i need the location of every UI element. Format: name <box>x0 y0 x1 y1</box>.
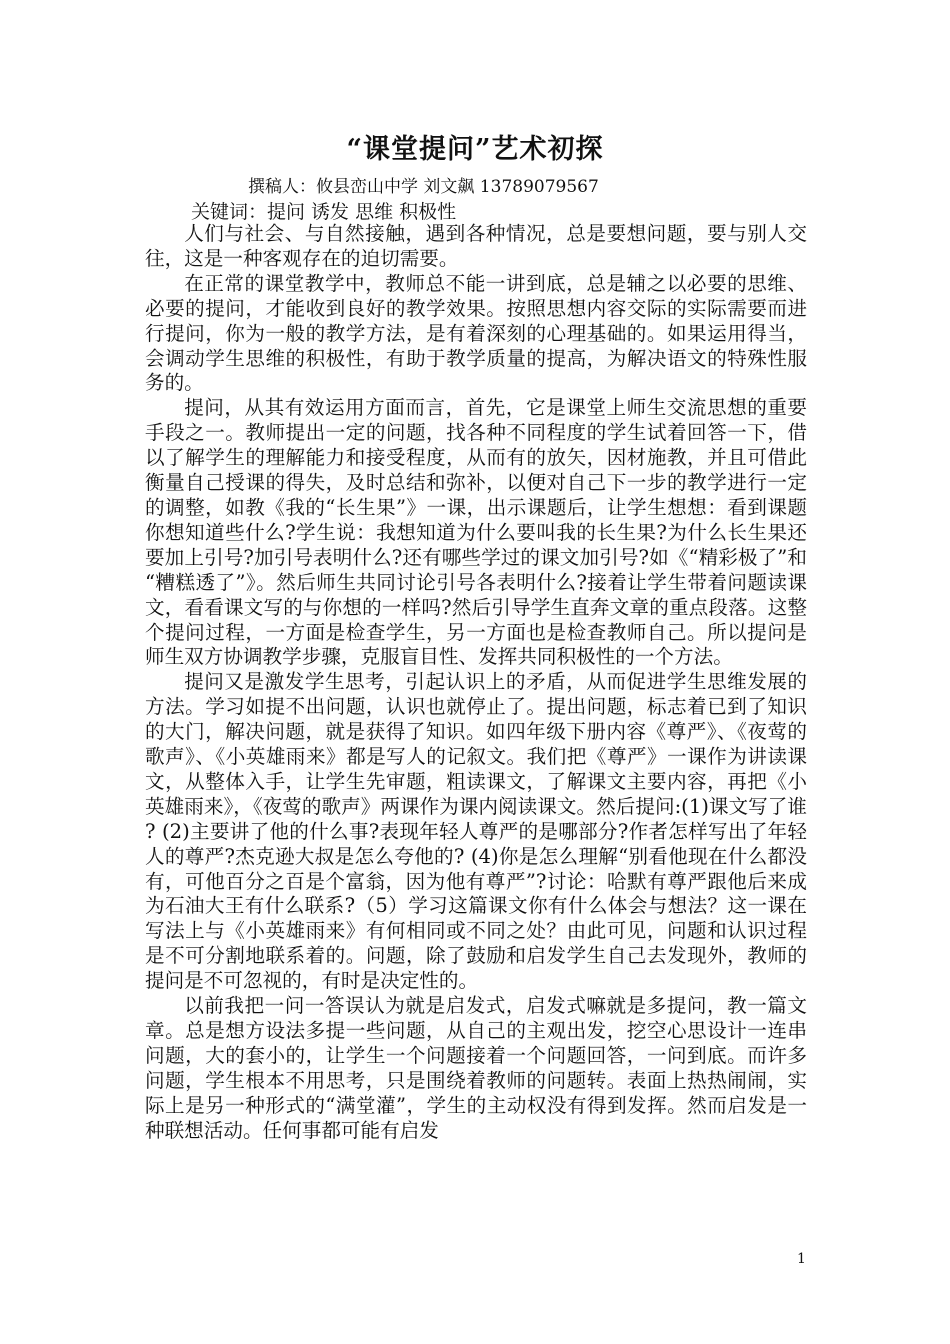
page-number: 1 <box>797 1251 806 1267</box>
document-title: “课堂提问”艺术初探 <box>346 134 604 165</box>
keywords-line: 关键词：提问 诱发 思维 积极性 <box>191 201 457 223</box>
body-text <box>145 222 807 1144</box>
paragraph: 人们与社会、与自然接触，遇到各种情况，总是要想问题，要与别人交往，这是一种客观存在的迫切需要。 <box>145 222 807 270</box>
paragraph: 以前我把一问一答误认为就是启发式，启发式嘛就是多提问，教一篇文章。总是想方设法多提一些问题，从自己的主观出发，挖空心思设计一连串问题，大的套小的，让学生一个问题接着一个问题回答，一问到底。而许多问题，学生根本不用思考，只是围绕着教师的问题转。表面上热热闹闹，实际上是另一种形式的“满堂灌”，学生的主动权没有得到发挥。然而启发是一种联想活动。任何事都可能有启发 <box>145 994 807 1142</box>
paragraph: 提问，从其有效运用方面而言，首先，它是课堂上师生交流思想的重要手段之一。教师提出一定的问题，找各种不同程度的学生试着回答一下，借以了解学生的理解能力和接受程度，从而有的放矢，因材施教，并且可借此衡量自己授课的得失，及时总结和弥补，以便对自己下一步的教学进行一定的调整，如教《我的“长生果”》一课，出示课题后，让学生想想：看到课题你想知道些什么?学生说：我想知道为什么要叫我的长生果?为什么长生果还要加上引号?加引号表明什么?还有哪些学过的课文加引号?如《“精彩极了”和“糟糕透了”》。然后师生共同讨论引号各表明什么?接着让学生带着问题读课文，看看课文写的与你想的一样吗?然后引导学生直奔文章的重点段落。这整个提问过程，一方面是检查学生，另一方面也是检查教师自己。所以提问是师生双方协调教学步骤，克服盲目性、发挥共同积极性的一个方法。 <box>145 396 807 669</box>
author-byline: 撰稿人：攸县峦山中学 刘文飙 13789079567 <box>248 177 599 197</box>
paragraph: 提问又是激发学生思考，引起认识上的矛盾，从而促进学生思维发展的方法。学习如提不出问题，认识也就停止了。提出问题，标志着已到了知识的大门，解决问题，就是获得了知识。如四年级下册内容《尊严》、《夜莺的歌声》、《小英雄雨来》都是写人的记叙文。我们把《尊严》一课作为讲读课文，从整体入手，让学生先审题，粗读课文，了解课文主要内容，再把《小英雄雨来》，《夜莺的歌声》两课作为课内阅读课文。然后提问:(1)课文写了谁? (2)主要讲了他的什么事?表现年轻人尊严的是哪部分?作者怎样写出了年轻人的尊严?杰克逊大叔是怎么夸他的? (4)你是怎么理解“别看他现在什么都没有，可他百分之百是个富翁，因为他有尊严”?讨论：哈默有尊严跟他后来成为石油大王有什么联系?（5）学习这篇课文你有什么体会与想法？这一课在写法上与《小英雄雨来》有何相同或不同之处？由此可见，问题和认识过程是不可分割地联系着的。问题，除了鼓励和启发学生自己去发现外，教师的提问是不可忽视的，有时是决定性的。 <box>145 670 807 993</box>
paragraph: 在正常的课堂教学中，教师总不能一讲到底，总是辅之以必要的思维、必要的提问，才能收到良好的教学效果。按照思想内容交际的实际需要而进行提问，你为一般的教学方法，是有着深刻的心理基础的。如果运用得当，会调动学生思维的积极性，有助于教学质量的提高，为解决语文的特殊性服务的。 <box>145 271 807 395</box>
